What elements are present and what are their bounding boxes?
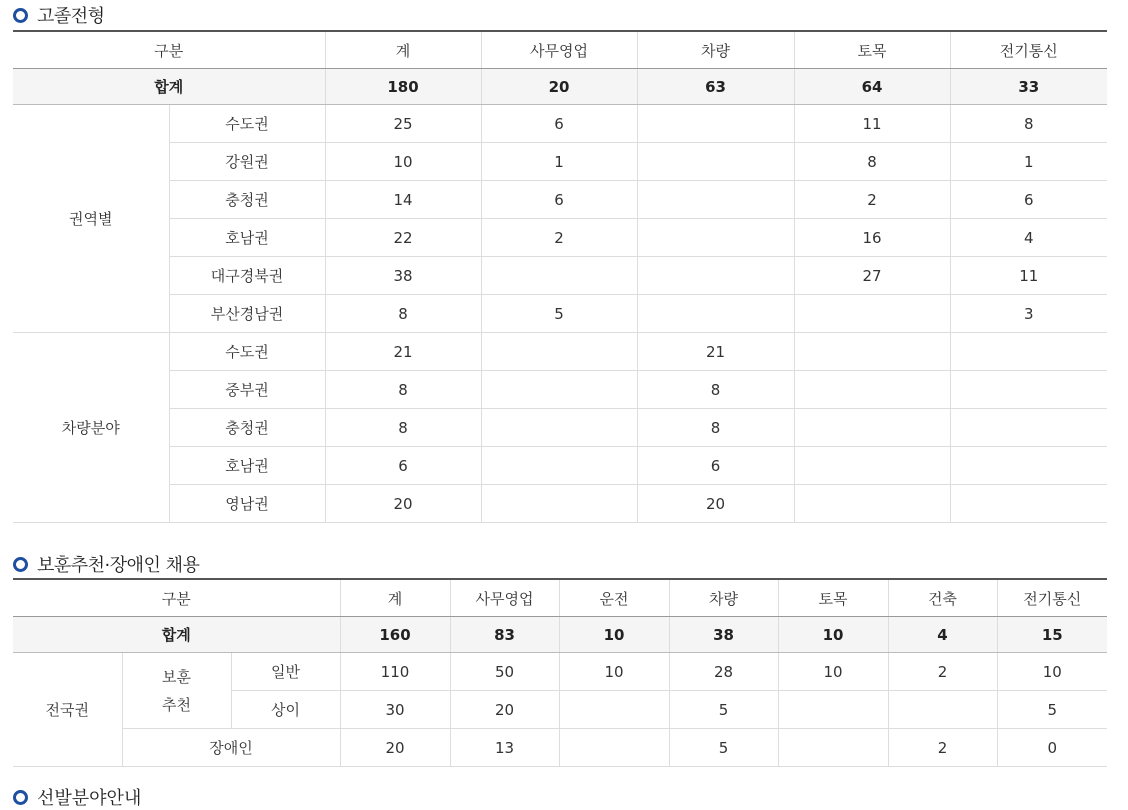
total-label: 합계 <box>13 617 340 653</box>
value-cell <box>794 447 950 485</box>
table-row <box>13 295 1107 333</box>
value-cell <box>481 333 637 371</box>
value-cell: 8 <box>325 409 481 447</box>
table-row <box>13 219 1107 257</box>
value-cell: 20 <box>325 485 481 523</box>
value-cell: 50 <box>450 653 559 691</box>
total-cell: 4 <box>888 617 997 653</box>
header-total: 계 <box>325 31 481 69</box>
value-cell: 3 <box>950 295 1107 333</box>
value-cell: 25 <box>325 105 481 143</box>
region-label: 수도권 <box>169 105 325 143</box>
value-cell: 11 <box>794 105 950 143</box>
region-label: 강원권 <box>169 143 325 181</box>
table-row <box>13 143 1107 181</box>
region-label: 충청권 <box>169 181 325 219</box>
table-row <box>13 485 1107 523</box>
value-cell <box>559 691 669 729</box>
value-cell: 8 <box>325 371 481 409</box>
value-cell: 110 <box>340 653 450 691</box>
group-label: 권역별 <box>13 105 169 333</box>
table-row <box>13 729 1107 767</box>
table-row <box>13 409 1107 447</box>
value-cell <box>481 371 637 409</box>
region-label: 충청권 <box>169 409 325 447</box>
value-cell: 10 <box>997 653 1107 691</box>
header-electric-comm: 전기통신 <box>997 579 1107 617</box>
section-title-field-guide <box>13 784 141 810</box>
high-school-recruitment-table <box>13 30 1107 523</box>
value-cell: 21 <box>325 333 481 371</box>
section-title-text: 선발분야안내 <box>37 788 142 809</box>
value-cell: 5 <box>481 295 637 333</box>
region-label: 부산경남권 <box>169 295 325 333</box>
value-cell: 16 <box>794 219 950 257</box>
section-title-text: 보훈추천·장애인 채용 <box>37 555 200 576</box>
value-cell <box>481 447 637 485</box>
value-cell: 2 <box>794 181 950 219</box>
circle-bullet-icon <box>13 8 28 23</box>
table-row <box>13 447 1107 485</box>
value-cell: 38 <box>325 257 481 295</box>
total-cell: 10 <box>778 617 888 653</box>
table-row <box>13 371 1107 409</box>
veterans-disabled-recruitment-table <box>13 578 1107 767</box>
value-cell <box>637 181 794 219</box>
value-cell: 8 <box>637 371 794 409</box>
value-cell <box>794 371 950 409</box>
row-label: 일반 <box>231 653 340 691</box>
value-cell: 22 <box>325 219 481 257</box>
header-civil: 토목 <box>794 31 950 69</box>
value-cell: 0 <box>997 729 1107 767</box>
header-electric-comm: 전기통신 <box>950 31 1107 69</box>
value-cell: 11 <box>950 257 1107 295</box>
value-cell <box>637 219 794 257</box>
value-cell <box>950 371 1107 409</box>
circle-bullet-icon <box>13 557 28 572</box>
value-cell: 10 <box>325 143 481 181</box>
row-label: 상이 <box>231 691 340 729</box>
value-cell <box>950 409 1107 447</box>
section-title-text: 고졸전형 <box>37 6 105 27</box>
value-cell: 28 <box>669 653 778 691</box>
value-cell <box>481 409 637 447</box>
table-row <box>13 181 1107 219</box>
value-cell <box>481 485 637 523</box>
header-total: 계 <box>340 579 450 617</box>
value-cell <box>637 105 794 143</box>
value-cell <box>794 333 950 371</box>
header-driving: 운전 <box>559 579 669 617</box>
value-cell <box>794 485 950 523</box>
section-title-high-school <box>13 2 105 28</box>
value-cell: 20 <box>637 485 794 523</box>
value-cell: 8 <box>794 143 950 181</box>
header-category: 구분 <box>13 31 325 69</box>
total-label: 합계 <box>13 69 325 105</box>
value-cell <box>637 143 794 181</box>
total-cell: 83 <box>450 617 559 653</box>
value-cell: 8 <box>325 295 481 333</box>
circle-bullet-icon <box>13 790 28 805</box>
header-vehicle: 차량 <box>669 579 778 617</box>
region-label: 호남권 <box>169 219 325 257</box>
header-vehicle: 차량 <box>637 31 794 69</box>
value-cell: 20 <box>340 729 450 767</box>
value-cell: 10 <box>559 653 669 691</box>
total-cell: 38 <box>669 617 778 653</box>
value-cell <box>888 691 997 729</box>
table-row <box>13 653 1107 691</box>
value-cell <box>950 485 1107 523</box>
value-cell: 10 <box>778 653 888 691</box>
total-cell: 20 <box>481 69 637 105</box>
group-label: 차량분야 <box>13 333 169 523</box>
total-cell: 15 <box>997 617 1107 653</box>
region-label: 호남권 <box>169 447 325 485</box>
table-row <box>13 257 1107 295</box>
total-cell: 63 <box>637 69 794 105</box>
value-cell: 2 <box>888 729 997 767</box>
table-row <box>13 105 1107 143</box>
value-cell: 1 <box>950 143 1107 181</box>
region-label: 대구경북권 <box>169 257 325 295</box>
table-row <box>13 333 1107 371</box>
header-office-sales: 사무영업 <box>481 31 637 69</box>
value-cell <box>481 257 637 295</box>
value-cell: 2 <box>481 219 637 257</box>
value-cell: 27 <box>794 257 950 295</box>
total-cell: 180 <box>325 69 481 105</box>
region-label: 영남권 <box>169 485 325 523</box>
section-title-veterans-disabled <box>13 551 199 577</box>
value-cell: 5 <box>669 729 778 767</box>
value-cell: 14 <box>325 181 481 219</box>
value-cell <box>794 295 950 333</box>
total-row <box>13 617 1107 653</box>
value-cell: 6 <box>325 447 481 485</box>
value-cell: 13 <box>450 729 559 767</box>
value-cell: 2 <box>888 653 997 691</box>
value-cell <box>637 295 794 333</box>
value-cell <box>778 729 888 767</box>
value-cell: 5 <box>669 691 778 729</box>
header-office-sales: 사무영업 <box>450 579 559 617</box>
region-label: 중부권 <box>169 371 325 409</box>
value-cell: 4 <box>950 219 1107 257</box>
value-cell: 1 <box>481 143 637 181</box>
value-cell <box>637 257 794 295</box>
total-row <box>13 69 1107 105</box>
value-cell: 20 <box>450 691 559 729</box>
value-cell <box>950 447 1107 485</box>
value-cell <box>950 333 1107 371</box>
row-label: 장애인 <box>122 729 340 767</box>
value-cell: 8 <box>950 105 1107 143</box>
value-cell: 6 <box>481 181 637 219</box>
value-cell: 6 <box>950 181 1107 219</box>
total-cell: 33 <box>950 69 1107 105</box>
value-cell: 21 <box>637 333 794 371</box>
region-label: 전국권 <box>13 653 122 767</box>
total-cell: 160 <box>340 617 450 653</box>
total-cell: 64 <box>794 69 950 105</box>
value-cell: 6 <box>481 105 637 143</box>
region-label: 수도권 <box>169 333 325 371</box>
value-cell: 8 <box>637 409 794 447</box>
header-category: 구분 <box>13 579 340 617</box>
value-cell: 6 <box>637 447 794 485</box>
header-civil: 토목 <box>778 579 888 617</box>
total-cell: 10 <box>559 617 669 653</box>
value-cell <box>794 409 950 447</box>
value-cell: 30 <box>340 691 450 729</box>
subgroup-label: 보훈 추천 <box>122 653 231 729</box>
header-architecture: 건축 <box>888 579 997 617</box>
value-cell: 5 <box>997 691 1107 729</box>
value-cell <box>559 729 669 767</box>
value-cell <box>778 691 888 729</box>
